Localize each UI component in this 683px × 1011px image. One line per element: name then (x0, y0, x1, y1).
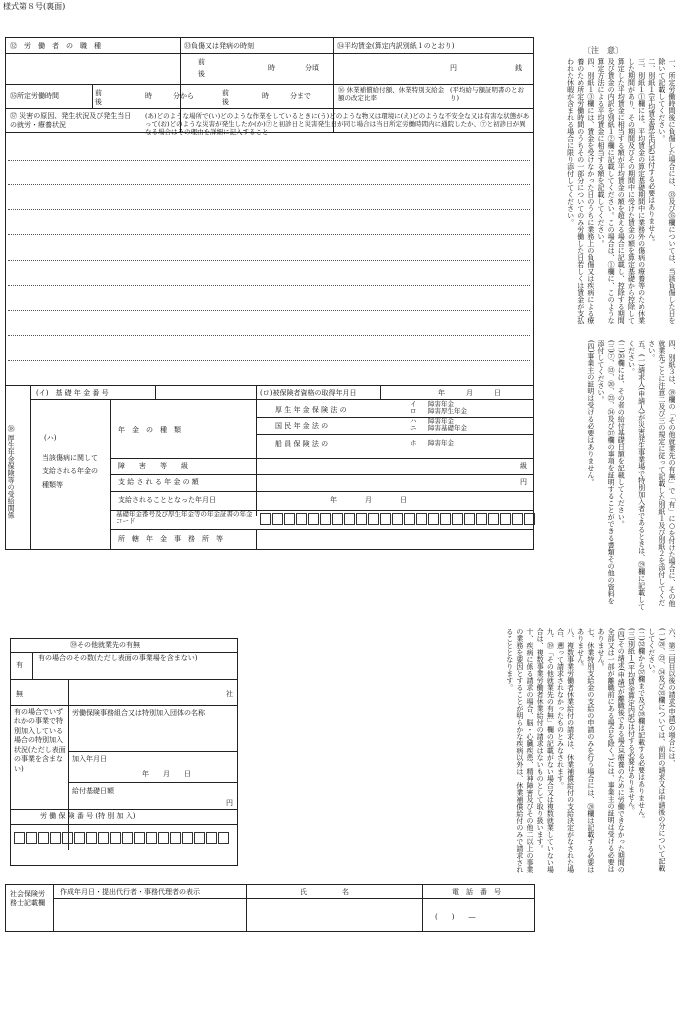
note-4: 四、別紙１③欄には、賃金を受けなかった日のうちに業務上の負傷又は疾病による療養のため所定労働時間のうちその一部分についてのみ労働した日若しくは賃金が支払われた休暇が含まれる場合に限り添付してください。 (566, 58, 595, 324)
notes-column-3 (393, 628, 677, 878)
note-bottom-3: (二)㉜欄から㊲欄まで及び㊴欄は記載する必要はありません。 (637, 628, 646, 823)
work-start-pm: 後 (95, 98, 102, 106)
pension-amount-input[interactable] (258, 475, 513, 490)
note-2: 二、別紙１(平均賃金算定内訳)は付する必要はありません。 (647, 58, 656, 246)
join-date-units: 年 月 日 (142, 770, 191, 778)
pension-kind-label: 年 金 の 種 類 (118, 426, 181, 434)
labor-insurance-number-label: 労 働 保 険 番 号 (特 別 加 入) (40, 812, 136, 820)
senin-pension-types[interactable]: 障害年金 (428, 439, 454, 447)
pension-type-description: 当該傷病に関して支給される年金の種類等 (42, 454, 98, 489)
creation-date-input[interactable] (55, 900, 245, 930)
phone-input[interactable]: ( ) ― (435, 913, 476, 921)
work-end-am: 前 (222, 89, 229, 97)
kosei-marks: イ ロ (410, 400, 417, 416)
name-input[interactable] (248, 900, 420, 930)
ha-label: (ハ) (44, 434, 57, 442)
form-number: 様式第８号(裏面) (3, 2, 66, 11)
kokumin-pension-types[interactable]: 障害年金 障害基礎年金 (428, 417, 467, 433)
injury-time-input[interactable] (211, 56, 301, 82)
pension-amount-label: 支 給 さ れ る 年 金 の 額 (118, 478, 199, 486)
note-mid-2: 五、(一)請求人(申請人)が災害発生事業場で特別加入者であるときは、㉙欄に記載してください。 (627, 340, 646, 610)
disaster-description-area[interactable] (6, 160, 533, 382)
hour-unit: 時 (268, 64, 275, 72)
payment-start-date-units: 年 月 日 (330, 496, 407, 504)
note-bottom-1: 六、第二回目以後の請求(申請)の場合には、 (668, 628, 676, 767)
note-bottom-9: 十、疾病に係る請求の場合、脳・心臓疾患、精神障害及びその他二以上の事業の業務を要因とすることが明らかな疾病以外は、休業補償給付のみで請求されることとなります。 (505, 628, 535, 873)
pension-office-label: 所 轄 年 金 事 務 所 等 (118, 535, 223, 543)
pension-office-input[interactable] (258, 531, 532, 548)
sharoushi-side-label: 社会保険労務士記載欄 (10, 890, 45, 908)
basic-pension-number-label: (イ) 基 礎 年 金 番 号 (36, 389, 109, 397)
senin-marks: ホ (410, 439, 417, 447)
payment-start-label: 支給されることとなった年月日 (118, 496, 216, 504)
pension-code-cells[interactable] (260, 513, 536, 525)
association-name-label: 労働保険事務組合又は特別加入団体の名称 (72, 709, 205, 717)
kokumin-law: 国 民 年 金 法 の (275, 422, 329, 430)
amount-unit: 円 (520, 478, 527, 486)
grade-unit: 級 (520, 462, 527, 470)
occupation-input[interactable] (6, 54, 179, 84)
labor-insurance-number-cells[interactable] (14, 832, 230, 844)
name-label: 氏 名 (300, 888, 349, 896)
qualification-date-label: (ロ)被保険者資格の取得年月日 (260, 389, 357, 397)
notes-column-1 (541, 58, 677, 326)
pension-side-label: ㊳ 厚生年金保険等の受給関係 (7, 425, 16, 519)
has-other-job-option[interactable]: 有 (16, 661, 23, 669)
other-employment-title: ㊴その他就業先の有無 (70, 641, 140, 649)
benefit-revision-label: ㊱ 休業補償給付額、休業特別支給金額の改定比率 (338, 86, 445, 103)
sen-unit: 銭 (515, 64, 522, 72)
minute-approx-unit: 分頃 (305, 64, 319, 72)
kokumin-marks: ハ ニ (410, 417, 417, 433)
avg-pay-certificate-note: (平均給与額証明書のとおり) (450, 86, 525, 103)
join-date-label: 加入年月日 (72, 755, 107, 763)
injury-time-label: ㉝負傷又は発病の時刻 (184, 42, 254, 50)
note-mid-4: (三)⑦、⑬、⑳、㉓、㉞及び㊲欄の事項を証明することができる書類その他の資料を添付してください。 (597, 340, 616, 605)
notes-heading: 〔注 意〕 (583, 46, 623, 55)
kosei-pension-types[interactable]: 障害年金 障害厚生年金 (428, 400, 467, 416)
work-end-pm: 後 (222, 98, 229, 106)
company-count-unit: 社 (226, 690, 233, 698)
special-enrollment-label: 有の場合でいずれかの事業で特別加入している場合の特別加入状況(ただし表面の事業を含まない) (14, 708, 66, 773)
base-daily-pay-unit: 円 (226, 799, 233, 807)
disaster-cause-label: ㊲ 災害の原因、発生状況及び発生当日の就労・療養状況 (10, 112, 132, 129)
note-bottom-2: (一)⑳、㉓、㉞及び㉟欄については、前回の請求又は申請後の分について記載してください。 (647, 628, 666, 872)
kosei-law: 厚 生 年 金 保 険 法 の (275, 406, 347, 414)
note-mid-1: 四、別紙３は、㊴欄の「その他就業先の有無」で「有」に○を付けた場合に、その他就業先ごとに注意二及び三の規定に従って記載した別紙１及び別紙２を添付してください。 (647, 340, 676, 607)
creation-date-label: 作成年月日・提出代行者・事務代理者の表示 (60, 888, 200, 896)
pension-code-label: 基礎年金番号及び厚生年金等の年金証書の年金コード (116, 510, 253, 526)
base-daily-pay-label: 給付基礎日額 (72, 787, 114, 795)
note-mid-5: (四)事業主の証明は受ける必要はありません。 (586, 340, 595, 486)
yen-unit: 円 (450, 64, 457, 72)
other-job-count-label: 有の場合のその数(ただし表面の事業場を含まない) (38, 654, 198, 662)
note-3: 三、別紙１①欄には、平均賃金の算定基礎期間中に業務外の傷病の療養等のため休業した期間があり、その期間及びその期間中に受けた賃金の額を算定基礎から控除して算定した平均賃金に相当する額が平均賃金の額を超える場合に記載し、控除する期間及び賃金の内訳を別紙１②欄に記載してください。この場合は、①欄に、このような算定方法による平均賃金に相当する額を記載してください。 (597, 58, 646, 324)
occupation-label: ㉜ 労 働 者 の 職 種 (10, 42, 101, 50)
work-hours-label: ㉟所定労働時間 (10, 92, 59, 100)
senin-law: 船 員 保 険 法 の (275, 440, 329, 448)
disability-grade-label: 障 害 等 級 (118, 462, 188, 470)
disability-grade-input[interactable] (258, 459, 513, 474)
note-bottom-8: 九、㊴「その他就業先の有無」欄の記載がない場合又は複数就業していない場合は、複数事業労働者休業給付の請求はないものとして取り扱います。 (536, 628, 555, 873)
note-1: 一、所定労働時間後に負傷した場合には、㉝及び㉟欄については、当該負傷した日を除いて記載してください。 (657, 58, 676, 324)
average-wage-label: ㉞平均賃金(算定内訳別紙１のとおり) (337, 42, 455, 50)
note-bottom-6: 七、休業特別支給金の支給の申請のみを行う場合には、⑳欄は記載する必要はありません。 (576, 628, 595, 873)
pm-mark: 後 (198, 70, 205, 78)
phone-label: 電 話 番 号 (452, 888, 501, 896)
no-other-job-option[interactable]: 無 (16, 690, 23, 698)
note-mid-3: (二)㉚欄には、その者の給付基礎日額を記載してください。 (617, 340, 626, 528)
note-bottom-4: (三)別紙１(平均賃金算定内訳)は付する必要はありません。 (627, 628, 636, 814)
note-bottom-7: 八、複数事業労働者休業給付の請求は、休業補償給付の支給決定がなされた場合、遡って請求されなかったものとみなされます。 (556, 628, 575, 873)
disaster-instructions: (あ)どのような場所で(い)どのような作業をしているときに(う)どのような物又は環境に(え)どのような不安全な又は有害な状態があって(お)どのような災害が発生したか(か)⑦と初診日と災害発生日が同じ場合は当日所定労働時間内に通院したか、⑦と初診日が異なる場合はその理由を詳細に記入すること (145, 112, 530, 137)
basic-pension-number-input[interactable] (156, 386, 255, 398)
qualification-date-units: 年 月 日 (438, 389, 501, 397)
note-bottom-5: (四)その請求(申請)が離職後である場合(療養のために労働できなかった期間の全部又は一部が離職前にある場合を除く。)には、事業主の証明は受ける必要はありません。 (597, 628, 626, 873)
from-time-unit: 時 分から (145, 92, 194, 100)
notes-column-2 (550, 340, 677, 610)
to-time-unit: 時 分まで (262, 92, 311, 100)
work-start-am: 前 (95, 89, 102, 97)
am-mark: 前 (198, 58, 205, 66)
average-wage-input[interactable] (338, 56, 528, 82)
